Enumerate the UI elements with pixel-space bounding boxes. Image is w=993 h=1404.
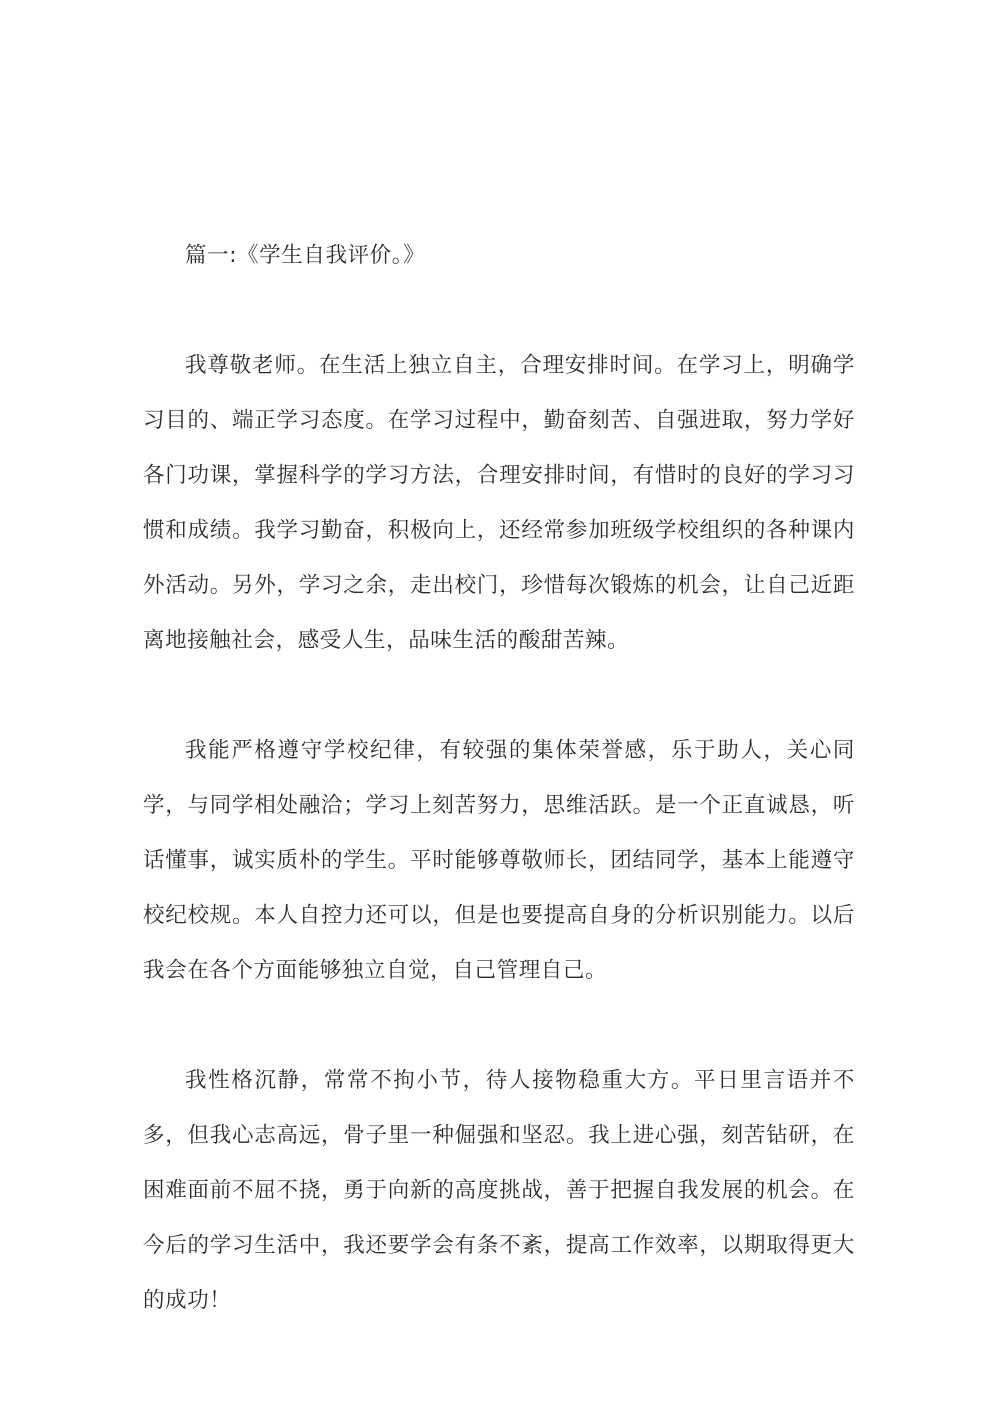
paragraph-3: 我性格沉静，常常不拘小节，待人接物稳重大方。平日里言语并不多，但我心志高远，骨子里一种倔强和坚忍。我上进心强，刻苦钻研，在困难面前不屈不挠，勇于向新的高度挑战，善于把握自我发展的机会。在今后的学习生活中，我还要学会有条不紊，提高工作效率，以期取得更大的成功！ [143, 1068, 855, 1313]
document-title: 篇一:《学生自我评价。》 [185, 243, 426, 268]
paragraph-2: 我能严格遵守学校纪律，有较强的集体荣誉感，乐于助人，关心同学，与同学相处融洽；学习上刻苦努力，思维活跃。是一个正直诚恳，听话懂事，诚实质朴的学生。平时能够尊敬师长，团结同学，基本上能遵守校纪校规。本人自控力还可以，但是也要提高自身的分析识别能力。以后我会在各个方面能够独立自觉，自己管理自己。 [143, 738, 855, 983]
paragraph-1: 我尊敬老师。在生活上独立自主，合理安排时间。在学习上，明确学习目的、端正学习态度。在学习过程中，勤奋刻苦、自强进取，努力学好各门功课，掌握科学的学习方法，合理安排时间，有惜时的良好的学习习惯和成绩。我学习勤奋，积极向上，还经常参加班级学校组织的各种课内外活动。另外，学习之余，走出校门，珍惜每次锻炼的机会，让自己近距离地接触社会，感受人生，品味生活的酸甜苦辣。 [143, 353, 855, 653]
document-body [143, 228, 855, 1328]
